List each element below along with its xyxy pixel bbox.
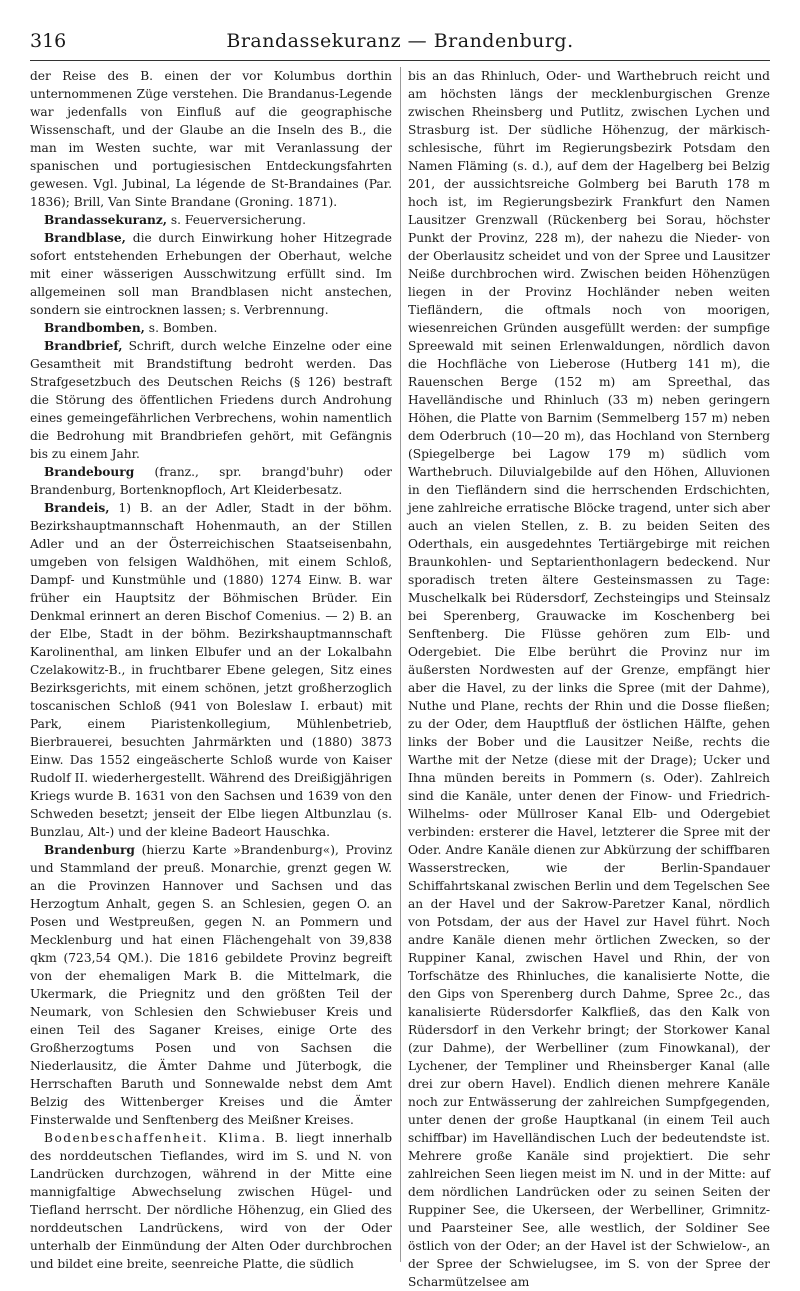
entry-paragraph: [408, 67, 770, 1291]
running-head: Brandassekuranz — Brandenburg.: [226, 30, 574, 52]
entry-paragraph: [30, 499, 392, 841]
lemma-headword: Brandebourg: [44, 465, 135, 479]
entry-text: die durch Einwirkung hoher Hitzegrade sofort entstehenden Erhebungen der Oberhaut, welche mit einer wässerigen Ausschwitzung erfüllt sind. Im allgemeinen soll man Brandblasen nicht anstechen, sondern sie eintrocknen lassen; s. Verbrennung.: [30, 231, 392, 317]
entry-text: (hierzu Karte »Brandenburg«), Provinz und Stammland der preuß. Monarchie, grenzt gegen W. an die Provinzen Hannover und Sachsen und das Herzogtum Anhalt, gegen S. an Schlesien, gegen O. an Posen und Westpreußen, gegen N. an Pommern und Mecklenburg und hat einen Flächengehalt von 39,838 qkm (723,54 QM.). Die 1816 gebildete Provinz begreift von der ehemaligen Mark B. die Mittelmark, die Ukermark, die Priegnitz und den größten Teil der Neumark, von Schlesien den Schwiebuser Kreis und einen Teil des Saganer Kreises, einige Orte des Großherzogtums Posen und von Sachsen die Niederlausitz, die Ämter Dahme und Jüterbogk, die Herrschaften Baruth und Sonnewalde nebst dem Amt Belzig des Wittenberger Kreises und die Ämter Finsterwalde und Senftenberg des Meißner Kreises.: [30, 843, 392, 1127]
lemma-headword: Brandblase,: [44, 231, 126, 245]
entry-paragraph: [30, 1129, 392, 1273]
entry-paragraph: [30, 337, 392, 463]
entry-text: Schrift, durch welche Einzelne oder eine Gesamtheit mit Brandstiftung bedroht werden. Das Strafgesetzbuch des Deutschen Reichs (§ 126) bestraft die Störung des öffentlichen Friedens durch Androhung eines gemeingefährlichen Verbrechens, wohin namentlich die Bedrohung mit Brandbriefen gehört, mit Gefängnis bis zu einem Jahr.: [30, 339, 392, 461]
lemma-headword: Brandenburg: [44, 843, 135, 857]
subheading: Bodenbeschaffenheit. Klima.: [44, 1131, 267, 1145]
lemma-headword: Brandassekuranz,: [44, 213, 168, 227]
lemma-headword: Brandbomben,: [44, 321, 145, 335]
entry-paragraph: [30, 463, 392, 499]
page-number: 316: [30, 30, 67, 52]
entry-text: bis an das Rhinluch, Oder- und Warthebruch reicht und am höchsten längs der mecklenburgischen Grenze zwischen Rheinsberg und Putlitz, zwischen Lychen und Strasburg ist. Der südliche Höhenzug, der märkisch-schlesische, führt im Regierungsbezirk Potsdam den Namen Fläming (s. d.), auf dem der Hagelberg bei Belzig 201, der aussichtsreiche Golmberg bei Baruth 178 m hoch ist, im Regierungsbezirk Frankfurt den Namen Lausitzer Grenzwall (Rückenberg bei Sorau, höchster Punkt der Provinz, 228 m), der nahezu die Nieder- von der Oberlausitz scheidet und von der Spree und Lausitzer Neiße durchbrochen wird. Zwischen beiden Höhenzügen liegen in der Provinz Hochländer neben weiten Tiefländern, die oftmals noch von moorigen, wiesenreichen Gründen ausgefüllt werden: der sumpfige Spreewald mit seinen Erlenwaldungen, nördlich davon die Hochfläche von Lieberose (Hutberg 141 m), die Rauenschen Berge (152 m) am Spreethal, das Havelländische und Rhinluch (33 m) neben geringern Höhen, die Platte von Barnim (Semmelberg 157 m) neben dem Oderbruch (10—20 m), das Hochland von Sternberg (Spiegelberge bei Lagow 179 m) südlich vom Warthebruch. Diluvialgebilde auf den Höhen, Alluvionen in den Tiefländern sind die herrschenden Erdschichten, jene zahlreiche erratische Blöcke tragend, unter sich aber auch an vielen Stellen, z. B. zu beiden Seiten des Oderthals, ein ausgedehntes Tertiärgebirge mit reichen Braunkohlen- und Septarienthonlagern bedeckend. Nur sporadisch treten ältere Gesteinsmassen zu Tage: Muschelkalk bei Rüdersdorf, Zechsteingips und Steinsalz bei Sperenberg, Grauwacke im Koschenberg bei Senftenberg. Die Flüsse gehören zum Elb- und Odergebiet. Die Elbe berührt die Provinz nur im äußersten Nordwesten auf der Grenze, empfängt hier aber die Havel, zu der links die Spree (mit der Dahme), Nuthe und Plane, rechts der Rhin und die Dosse fließen; zu der Oder, dem Hauptfluß der östlichen Hälfte, gehen links der Bober und die Lausitzer Neiße, rechts die Warthe mit der Netze (diese mit der Drage); Ucker und Ihna münden bereits in Pommern (s. Oder). Zahlreich sind die Kanäle, unter denen der Finow- und Friedrich-Wilhelms- oder Müllroser Kanal Elb- und Odergebiet verbinden: ersterer die Havel, letzterer die Spree mit der Oder. Andre Kanäle dienen zur Abkürzung der schiffbaren Wasserstrecken, wie der Berlin-Spandauer Schiffahrtskanal zwischen Berlin und dem Tegelschen See an der Havel und der Sakrow-Paretzer Kanal, nördlich von Potsdam, der aus der Havel zur Havel führt. Noch andre Kanäle dienen mehr örtlichen Zwecken, so der Ruppiner Kanal, zwischen Havel und Rhin, der von Torfschätze des Rhinluches, die kanalisierte Notte, die den Gips von Sperenberg durch Dahme, Spree 2c., das kanalisierte Rüdersdorfer Kalkfließ, das den Kalk von Rüdersdorf in den Verkehr bringt; der Storkower Kanal (zur Dahme), der Werbelliner (zum Finowkanal), der Lychener, der Templiner und Rheinsberger Kanal (alle drei zur obern Havel). Endlich dienen mehrere Kanäle noch zur Entwässerung der zahlreichen Sumpfgegenden, unter denen der große Hauptkanal (in einem Teil auch schiffbar) im Havelländischen Luch der bedeutendste ist. Mehrere große Kanäle sind projektiert. Die sehr zahlreichen Seen liegen meist im N. und in der Mitte: auf dem nördlichen Landrücken oder zu seinen Seiten der Ruppiner See, die Ukerseen, der Werbelliner, Grimnitz- und Paarsteiner See, alle westlich, der Soldiner See östlich von der Oder; an der Havel ist der Schwielow-, an der Spree der Schwielugsee, im S. von der Spree der Scharmützelsee am: [408, 69, 770, 1289]
entry-text: 1) B. an der Adler, Stadt in der böhm. Bezirkshauptmannschaft Hohenmauth, an der Stillen Adler und an der Österreichischen Staatseisenbahn, umgeben von felsigen Waldhöhen, mit einem Schloß, Dampf- und Kunstmühle und (1880) 1274 Einw. B. war früher ein Hauptsitz der Böhmischen Brüder. Ein Denkmal erinnert an deren Bischof Comenius. — 2) B. an der Elbe, Stadt in der böhm. Bezirkshauptmannschaft Karolinenthal, am linken Elbufer und an der Lokalbahn Czelakowitz-B., in fruchtbarer Ebene gelegen, Sitz eines Bezirksgerichts, mit einem schönen, jetzt großherzoglich toscanischen Schloß (941 von Boleslaw I. erbaut) mit Park, einem Piaristenkollegium, Mühlenbetrieb, Bierbrauerei, besuchten Jahrmärkten und (1880) 3873 Einw. Das 1552 eingeäscherte Schloß wurde von Kaiser Rudolf II. wiederhergestellt. Während des Dreißigjährigen Kriegs wurde B. 1631 von den Sachsen und 1639 von den Schweden besetzt; jenseit der Elbe liegen Altbunzlau (s. Bunzlau, Alt-) und der kleine Badeort Hauschka.: [30, 501, 392, 839]
header-rule: [30, 60, 770, 61]
entry-paragraph: [30, 67, 392, 211]
entry-paragraph: [30, 229, 392, 319]
entry-text: B. liegt innerhalb des norddeutschen Tieflandes, wird im S. und N. von Landrücken durchzogen, während in der Mitte eine mannigfaltige Abwechselung zwischen Hügel- und Tiefland herrscht. Der nördliche Höhenzug, ein Glied des norddeutschen Landrückens, wird von der Oder unterhalb der Einmündung der Alten Oder durchbrochen und bildet eine breite, seenreiche Platte, die südlich: [30, 1131, 392, 1271]
left-column: [30, 67, 392, 1271]
entry-text: s. Feuerversicherung.: [167, 213, 306, 227]
entry-paragraph: [30, 211, 392, 229]
page-header: [30, 30, 770, 56]
lemma-headword: Brandbrief,: [44, 339, 123, 353]
entry-paragraph: [30, 841, 392, 1129]
column-divider: [400, 67, 401, 1262]
entry-text: s. Bomben.: [144, 321, 218, 335]
entry-text: der Reise des B. einen der vor Kolumbus dorthin unternommenen Züge verstehen. Die Brandanus-Legende war jedenfalls von Einfluß auf die geographische Wissenschaft, und der Glaube an die Inseln des B., die man im Westen suchte, war mit Veranlassung der spanischen und portugiesischen Entdeckungsfahrten gewesen. Vgl. Jubinal, La légende de St-Brandaines (Par. 1836); Brill, Van Sinte Brandane (Groning. 1871).: [30, 69, 392, 209]
lemma-headword: Brandeis,: [44, 501, 110, 515]
entry-paragraph: [30, 319, 392, 337]
right-column: [408, 67, 770, 1289]
entry-text: (franz., spr. brangd'buhr) oder Brandenburg, Bortenknopfloch, Art Kleiderbesatz.: [30, 465, 392, 497]
